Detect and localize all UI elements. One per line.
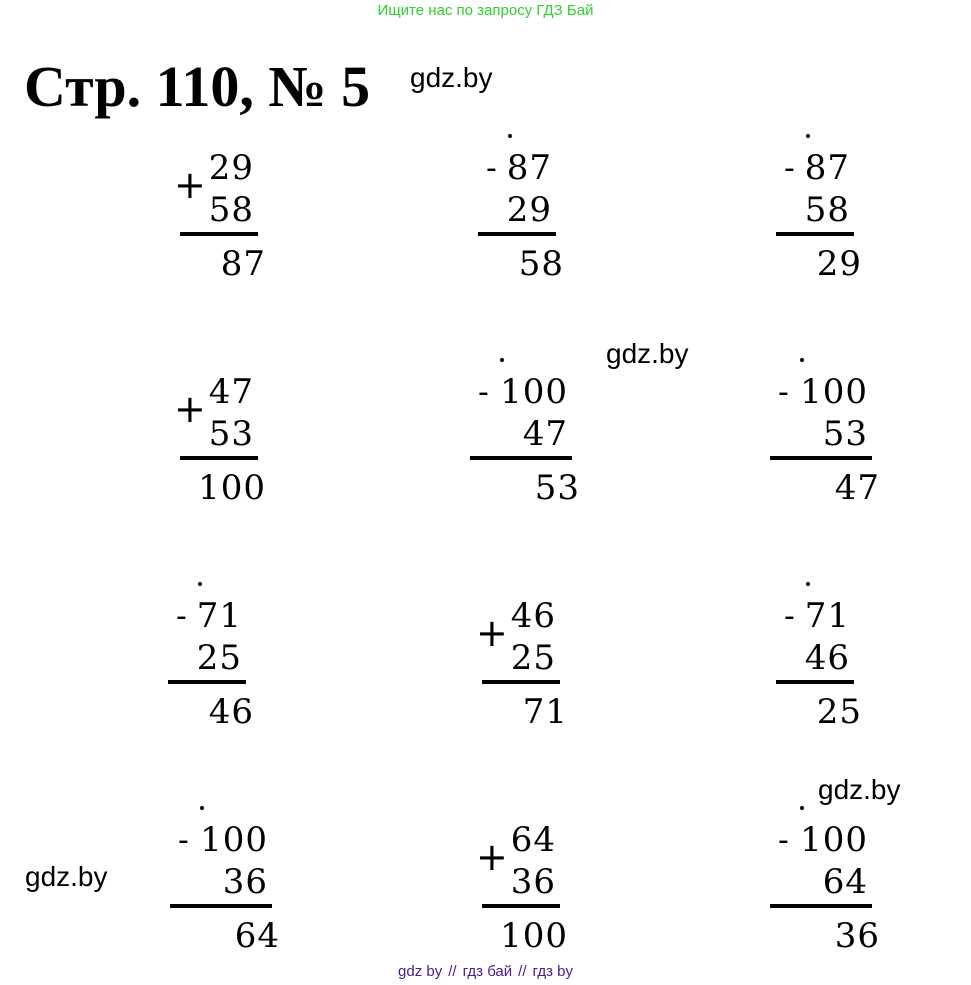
result: 36 (834, 916, 880, 956)
minuend: 100 (800, 372, 868, 412)
minuend: 100 (200, 820, 268, 860)
subtrahend: 29 (506, 190, 552, 230)
subtrahend: 64 (822, 862, 868, 902)
page-title: Стр. 110, № 5 (24, 54, 371, 119)
subtrahend: 58 (208, 190, 254, 230)
sum-line (170, 904, 272, 908)
sum-line (770, 904, 872, 908)
footer-link[interactable]: гдз by (532, 963, 573, 980)
watermark: gdz.by (606, 338, 689, 369)
result: 87 (220, 244, 266, 284)
result: 71 (522, 692, 568, 732)
result: 64 (234, 916, 280, 956)
result: 53 (534, 468, 580, 508)
footer-separator: // (518, 963, 527, 980)
watermark: gdz.by (410, 62, 493, 93)
subtrahend: 36 (510, 862, 556, 902)
sum-line (168, 680, 246, 684)
watermark: gdz.by (25, 861, 108, 892)
minus-sign: - (176, 599, 187, 634)
result: 46 (208, 692, 254, 732)
borrow-dot (198, 582, 202, 586)
borrow-dot (806, 582, 810, 586)
minus-sign: - (784, 151, 795, 186)
footer-link[interactable]: гдз бай (462, 963, 513, 980)
problem (392, 148, 564, 308)
result: 47 (834, 468, 880, 508)
borrow-dot (500, 358, 504, 362)
plus-sign: + (174, 163, 206, 207)
problem (396, 820, 568, 980)
borrow-dot (800, 806, 804, 810)
sum-line (482, 680, 560, 684)
result: 29 (816, 244, 862, 284)
subtrahend: 58 (804, 190, 850, 230)
problem (82, 596, 254, 756)
minus-sign: - (478, 375, 489, 410)
borrow-dot (800, 358, 804, 362)
minus-sign: - (778, 375, 789, 410)
top-banner-link[interactable]: Ищите нас по запросу ГДЗ Бай (377, 2, 594, 19)
subtrahend: 25 (196, 638, 242, 678)
sum-line (478, 232, 556, 236)
plus-sign: + (476, 835, 508, 879)
minuend: 47 (208, 372, 254, 412)
minuend: 100 (800, 820, 868, 860)
sum-line (776, 232, 854, 236)
subtrahend: 53 (822, 414, 868, 454)
subtrahend: 53 (208, 414, 254, 454)
problem (690, 596, 862, 756)
minuend: 71 (196, 596, 242, 636)
minuend: 87 (804, 148, 850, 188)
result: 100 (198, 468, 266, 508)
minus-sign: - (784, 599, 795, 634)
minuend: 71 (804, 596, 850, 636)
minus-sign: - (486, 151, 497, 186)
sum-line (470, 456, 572, 460)
borrow-dot (200, 806, 204, 810)
subtrahend: 36 (222, 862, 268, 902)
borrow-dot (806, 134, 810, 138)
footer-separator: // (448, 963, 457, 980)
result: 58 (518, 244, 564, 284)
subtrahend: 25 (510, 638, 556, 678)
watermark: gdz.by (818, 774, 901, 805)
footer-link[interactable]: gdz by (398, 963, 443, 980)
problem (396, 596, 568, 756)
sum-line (180, 232, 258, 236)
footer-links (0, 961, 971, 983)
subtrahend: 47 (522, 414, 568, 454)
problem (708, 372, 880, 532)
minuend: 87 (506, 148, 552, 188)
minuend: 64 (510, 820, 556, 860)
sum-line (776, 680, 854, 684)
minus-sign: - (178, 823, 189, 858)
minus-sign: - (778, 823, 789, 858)
result: 100 (500, 916, 568, 956)
result: 25 (816, 692, 862, 732)
problem (708, 820, 880, 980)
minuend: 29 (208, 148, 254, 188)
problem (408, 372, 580, 532)
problem (94, 148, 266, 308)
problem (690, 148, 862, 308)
sum-line (180, 456, 258, 460)
subtrahend: 46 (804, 638, 850, 678)
sum-line (482, 904, 560, 908)
borrow-dot (508, 134, 512, 138)
minuend: 46 (510, 596, 556, 636)
sum-line (770, 456, 872, 460)
minuend: 100 (500, 372, 568, 412)
problem (94, 372, 266, 532)
plus-sign: + (476, 611, 508, 655)
problem (108, 820, 280, 980)
plus-sign: + (174, 387, 206, 431)
